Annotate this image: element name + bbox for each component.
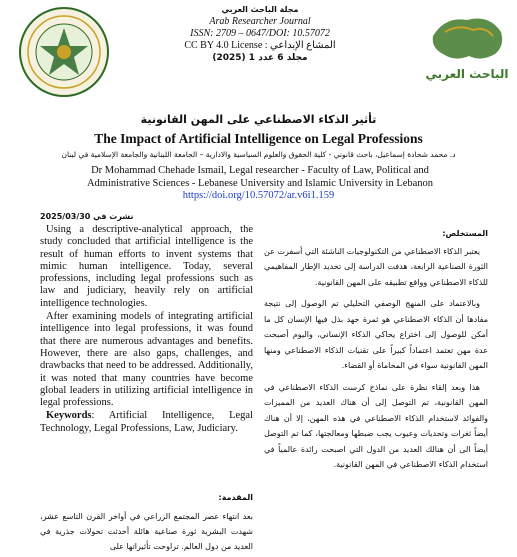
journal-header (160, 4, 360, 64)
author-affiliation-ar: د. محمد شحادة إسماعيل، باحث قانوني - كلية الحقوق والعلوم السياسية والادارية – الجامعة اللبنانية والجامعة الإسلامية في لبنان (61, 150, 456, 159)
keywords (40, 410, 253, 435)
abstract-ar-paragraph-3: هذا وبعد إلقاء نظرة على نماذج كرست الذكاء الاصطناعي في المهن القانونية، تم التوصل إلى أن هناك العديد من المميزات والفوائد لاستخدام الذكاء الاصطناعي في هذه المهن، إلا أن هناك أيضاً ثغرات وتحديات وعيوب يجب ضبطها ومعالجتها، كما تم التوصل أيضاً الى أن هنالك العديد من الدول التي اصبحت رائدة عالمياً في استخدام الذكاء الاصطناعي في المهن القانونية. (264, 382, 488, 469)
published-date: نشرت في 2025/03/30 (40, 212, 134, 221)
abstract-heading-ar: المستخلص: (442, 229, 488, 238)
abstract-ar-paragraph-1: يعتبر الذكاء الاصطناعي من التكنولوجيات الناشئة التي أسفرت عن الثورة الصناعية الرابعة، هدفت الدراسة إلى تحديد الإطار المفاهيمي للذكاء الاصطناعي وواقع تطبيقه على المهن القانونية. (264, 246, 488, 287)
title-arabic: تأثير الذكاء الاصطناعي على المهن القانونية (140, 113, 377, 126)
journal-name-en: Arab Researcher Journal (209, 16, 311, 27)
keywords-label: Keywords (46, 410, 92, 422)
author-affiliation-en: Dr Mohammad Chehade Ismail, Legal researcher - Faculty of Law, Political and Administrative Sciences - Lebanese University and Islamic University in Lebanon (86, 165, 434, 189)
journal-volume: مجلد 6 عدد 1 (2025) (212, 53, 308, 63)
university-seal-logo (6, 4, 122, 100)
abstract-english (40, 224, 253, 436)
abstract-ar-paragraph-2: وبالاعتماد على المنهج الوصفي التحليلي تم الوصول إلى نتيجة مفادها أن الذكاء الاصطناعي هو ثمرة جهد بذل فيها الإنسان كل ما أمكن للوصول إلى اختراع يحاكي الذكاء الإنساني، واليوم أصبحت عدة مهن تعتمد اعتماداً كبيراً على تقنيات الذكاء الاصطناعي ومنها المهن القانونية سواء في المحاماة أو القضاء. (264, 299, 488, 370)
title-english: The Impact of Artificial Intelligence on Legal Professions (94, 131, 423, 146)
doi-link[interactable]: https://doi.org/10.57072/ar.v6i1.159 (182, 190, 335, 201)
journal-license: CC BY 4.0 License : المشاع الإبداعي (184, 40, 336, 51)
keywords-list: : Artificial Intelligence, Legal Technology, Legal Professions, Law, Judiciary. (40, 410, 253, 434)
svg-text:الباحث العربي: الباحث العربي (425, 67, 509, 81)
introduction-heading: المقدمة: (218, 493, 253, 502)
abstract-en-paragraph-1: Using a descriptive-analytical approach, the study concluded that artificial intelligence is the result of human efforts to invent systems that mimic human intelligence. Today, several professions, including legal professions such as law and judiciary, heavily rely on artificial intelligence technologies. (40, 224, 253, 309)
journal-name-ar: مجلة الباحث العربي (221, 5, 299, 14)
journal-issn-doi: ISSN: 2709 – 0647/DOI: 10.57072 (190, 28, 330, 39)
abstract-arabic (264, 226, 488, 479)
abstract-en-paragraph-2: After examining models of integrating artificial intelligence into legal professions, it was found that there are numerous advantages and benefits. However, there are also gaps, challenges, and drawbacks that need to be addressed. Additionally, it was noted that many countries have become global leaders in utilizing artificial intelligence in legal professions. (40, 311, 253, 409)
arab-researcher-journal-logo (425, 6, 509, 90)
introduction-text: بعد انتهاء عصر المجتمع الزراعي في أواخر القرن التاسع عشر، شهدت البشرية ثورة صناعية هائلة أحدثت تحولات جذرية في العديد من دول العالم. تراوحت تأثيراتها على (40, 512, 253, 551)
